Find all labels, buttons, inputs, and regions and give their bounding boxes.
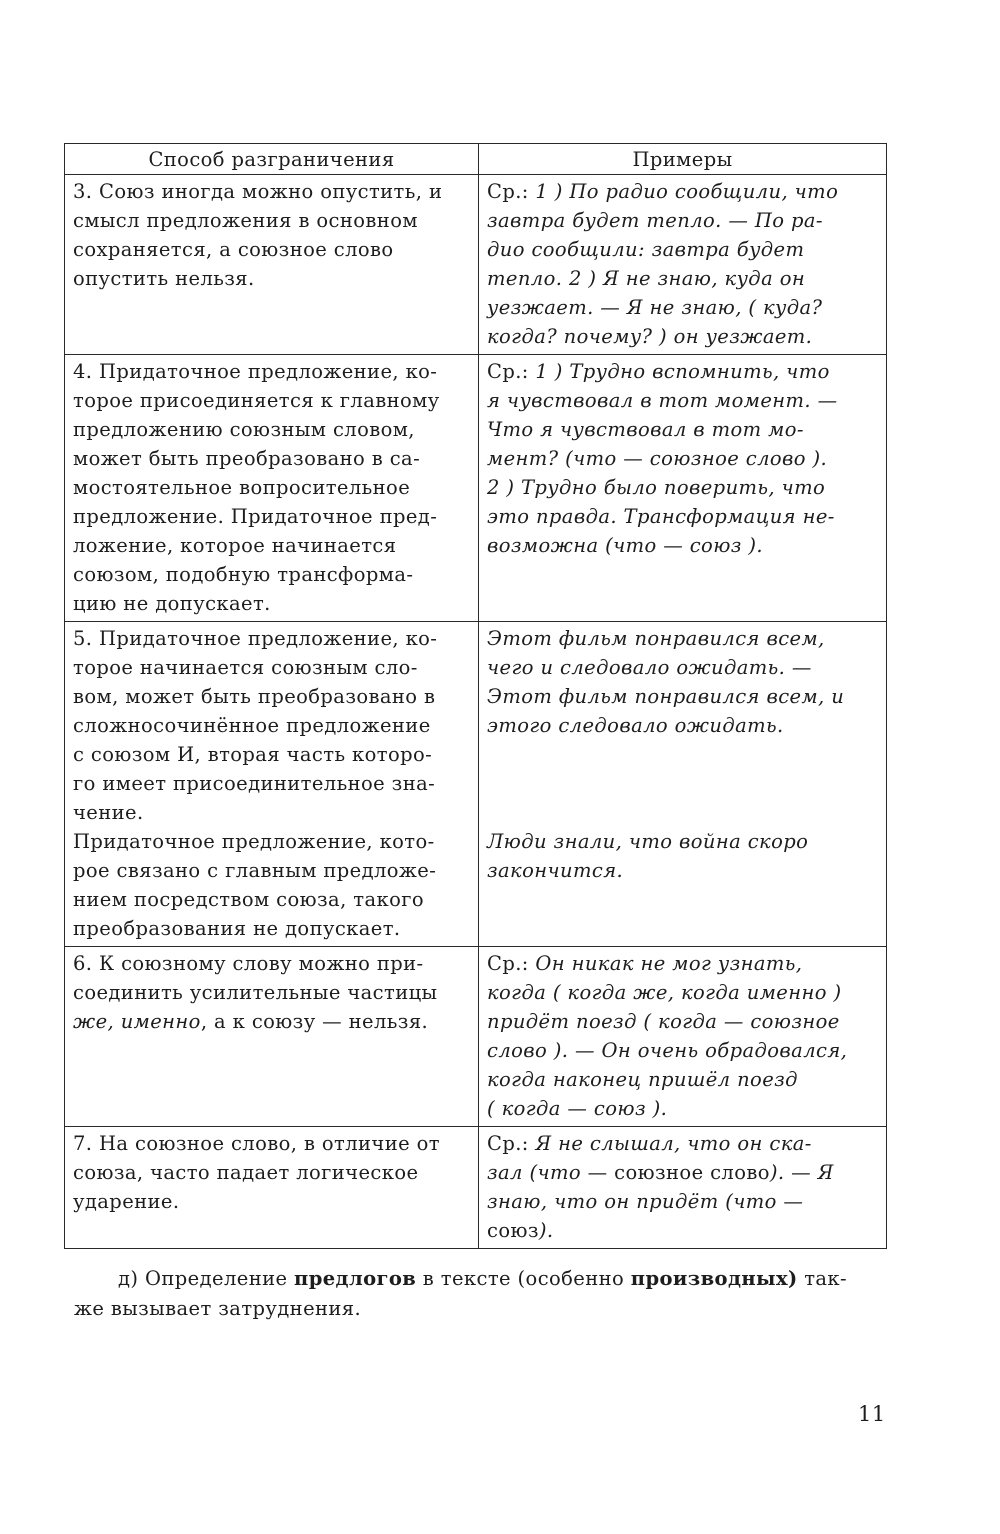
text-line <box>487 357 878 386</box>
example-text: мент? (что — союзное слово ). <box>487 447 828 470</box>
text-line: соединить усилительные частицы <box>73 981 438 1004</box>
example-text: закончится. <box>487 859 624 882</box>
example-text: чего и следовало ожидать. — <box>487 656 812 679</box>
text-line: смысл предложения в основном <box>73 209 418 232</box>
cf-prefix: Ср.: <box>487 180 536 203</box>
text-line: го имеет присоединительное зна- <box>73 772 436 795</box>
method-cell <box>65 1127 479 1249</box>
text-fragment: в тексте (особенно <box>416 1267 631 1290</box>
distinction-table <box>64 143 887 1249</box>
cf-prefix: Ср.: <box>487 1132 536 1155</box>
method-cell <box>65 175 479 355</box>
table-header-row <box>65 144 887 175</box>
spacer <box>487 740 878 769</box>
example-text: Этот фильм понравился всем, <box>487 627 825 650</box>
text-line: вом, может быть преобразовано в <box>73 685 436 708</box>
text-line: предложению союзным словом, <box>73 418 415 441</box>
text-line: рое связано с главным предложе- <box>73 859 437 882</box>
example-text: зал (что — <box>487 1161 615 1184</box>
table-row <box>65 355 887 622</box>
text-line <box>487 949 878 978</box>
example-text: дио сообщили: завтра будет <box>487 238 805 261</box>
text-line: чение. <box>73 801 144 824</box>
text-line: предложение. Придаточное пред- <box>73 505 438 528</box>
text-line: 5. Придаточное предложение, ко- <box>73 627 438 650</box>
text-line: мостоятельное вопросительное <box>73 476 411 499</box>
text-fragment: д) Определение <box>118 1267 295 1290</box>
text-line: 3. Союз иногда можно опустить, и <box>73 180 443 203</box>
table-row <box>65 175 887 355</box>
text-line <box>73 1007 470 1036</box>
text-line: опустить нельзя. <box>73 267 255 290</box>
text-line: сохраняется, а союзное слово <box>73 238 394 261</box>
text-fragment: союзное слово <box>614 1161 770 1184</box>
text-line: сложносочинённое предложение <box>73 714 431 737</box>
text-line: цию не допускает. <box>73 592 271 615</box>
spacer <box>487 798 878 827</box>
header-examples: Примеры <box>479 144 887 175</box>
text-line: преобразования не допускает. <box>73 917 401 940</box>
example-text: когда? почему? ) он уезжает. <box>487 325 813 348</box>
example-text: уезжает. — Я не знаю, ( куда? <box>487 296 823 319</box>
example-cell <box>479 355 887 622</box>
text-line: торое присоединяется к главному <box>73 389 440 412</box>
method-cell <box>65 947 479 1127</box>
text-line <box>487 177 878 206</box>
text-line: союзом, подобную трансформа- <box>73 563 414 586</box>
example-text: 1 ) По радио сообщили, что <box>535 180 839 203</box>
text-line: 6. К союзному слову можно при- <box>73 952 424 975</box>
example-text: Он никак не мог узнать, <box>535 952 803 975</box>
text-line: союза, часто падает логическое <box>73 1161 419 1184</box>
example-text: этого следовало ожидать. <box>487 714 784 737</box>
text-fragment: , а к союзу — нельзя. <box>200 1010 429 1033</box>
example-text: я чувствовал в тот момент. — <box>487 389 838 412</box>
text-line: ударение. <box>73 1190 180 1213</box>
bold-term: производных) <box>630 1267 798 1290</box>
example-text: 2 ) Трудно было поверить, что <box>487 476 826 499</box>
bold-term: предлогов <box>294 1267 417 1290</box>
text-line <box>487 1129 878 1158</box>
example-cell <box>479 1127 887 1249</box>
method-cell <box>65 355 479 622</box>
text-line: же вызывает затруднения. <box>74 1297 362 1320</box>
example-text: ( когда — союз ). <box>487 1097 668 1120</box>
example-text: 1 ) Трудно вспомнить, что <box>535 360 830 383</box>
text-line: может быть преобразовано в са- <box>73 447 421 470</box>
example-cell <box>479 622 887 947</box>
text-fragment: так- <box>797 1267 848 1290</box>
cf-prefix: Ср.: <box>487 952 536 975</box>
example-cell <box>479 175 887 355</box>
text-fragment: союз <box>487 1219 539 1242</box>
text-line <box>74 1264 894 1294</box>
header-method: Способ разграничения <box>65 144 479 175</box>
example-text: Я не слышал, что он ска- <box>535 1132 812 1155</box>
example-text: слово ). — Он очень обрадовался, <box>487 1039 848 1062</box>
cf-prefix: Ср.: <box>487 360 536 383</box>
example-cell <box>479 947 887 1127</box>
example-text: тепло. 2 ) Я не знаю, куда он <box>487 267 806 290</box>
example-text: это правда. Трансформация не- <box>487 505 835 528</box>
text-line <box>487 1216 878 1245</box>
text-line <box>487 1158 878 1187</box>
example-text: завтра будет тепло. — По ра- <box>487 209 823 232</box>
page-number: 11 <box>858 1402 886 1426</box>
closing-paragraph <box>74 1264 894 1324</box>
text-line: торое начинается союзным сло- <box>73 656 418 679</box>
spacer <box>487 769 878 798</box>
example-text: знаю, что он придёт (что — <box>487 1190 804 1213</box>
table-row <box>65 947 887 1127</box>
example-text: ). — Я <box>769 1161 834 1184</box>
method-cell <box>65 622 479 947</box>
text-line: нием посредством союза, такого <box>73 888 424 911</box>
example-text: возможна (что — союз ). <box>487 534 764 557</box>
example-text: ). <box>538 1219 554 1242</box>
example-text: Что я чувствовал в тот мо- <box>487 418 804 441</box>
text-line: 4. Придаточное предложение, ко- <box>73 360 438 383</box>
text-line: ложение, которое начинается <box>73 534 397 557</box>
example-text: когда наконец пришёл поезд <box>487 1068 798 1091</box>
table-row <box>65 1127 887 1249</box>
example-text: придёт поезд ( когда — союзное <box>487 1010 840 1033</box>
text-line: 7. На союзное слово, в отличие от <box>73 1132 440 1155</box>
particles-text: же, именно <box>73 1010 201 1033</box>
example-text: Люди знали, что война скоро <box>487 830 809 853</box>
text-line: Придаточное предложение, кото- <box>73 830 435 853</box>
example-text: когда ( когда же, когда именно ) <box>487 981 842 1004</box>
example-text: Этот фильм понравился всем, и <box>487 685 845 708</box>
table-row <box>65 622 887 947</box>
text-line: с союзом И, вторая часть которо- <box>73 743 433 766</box>
